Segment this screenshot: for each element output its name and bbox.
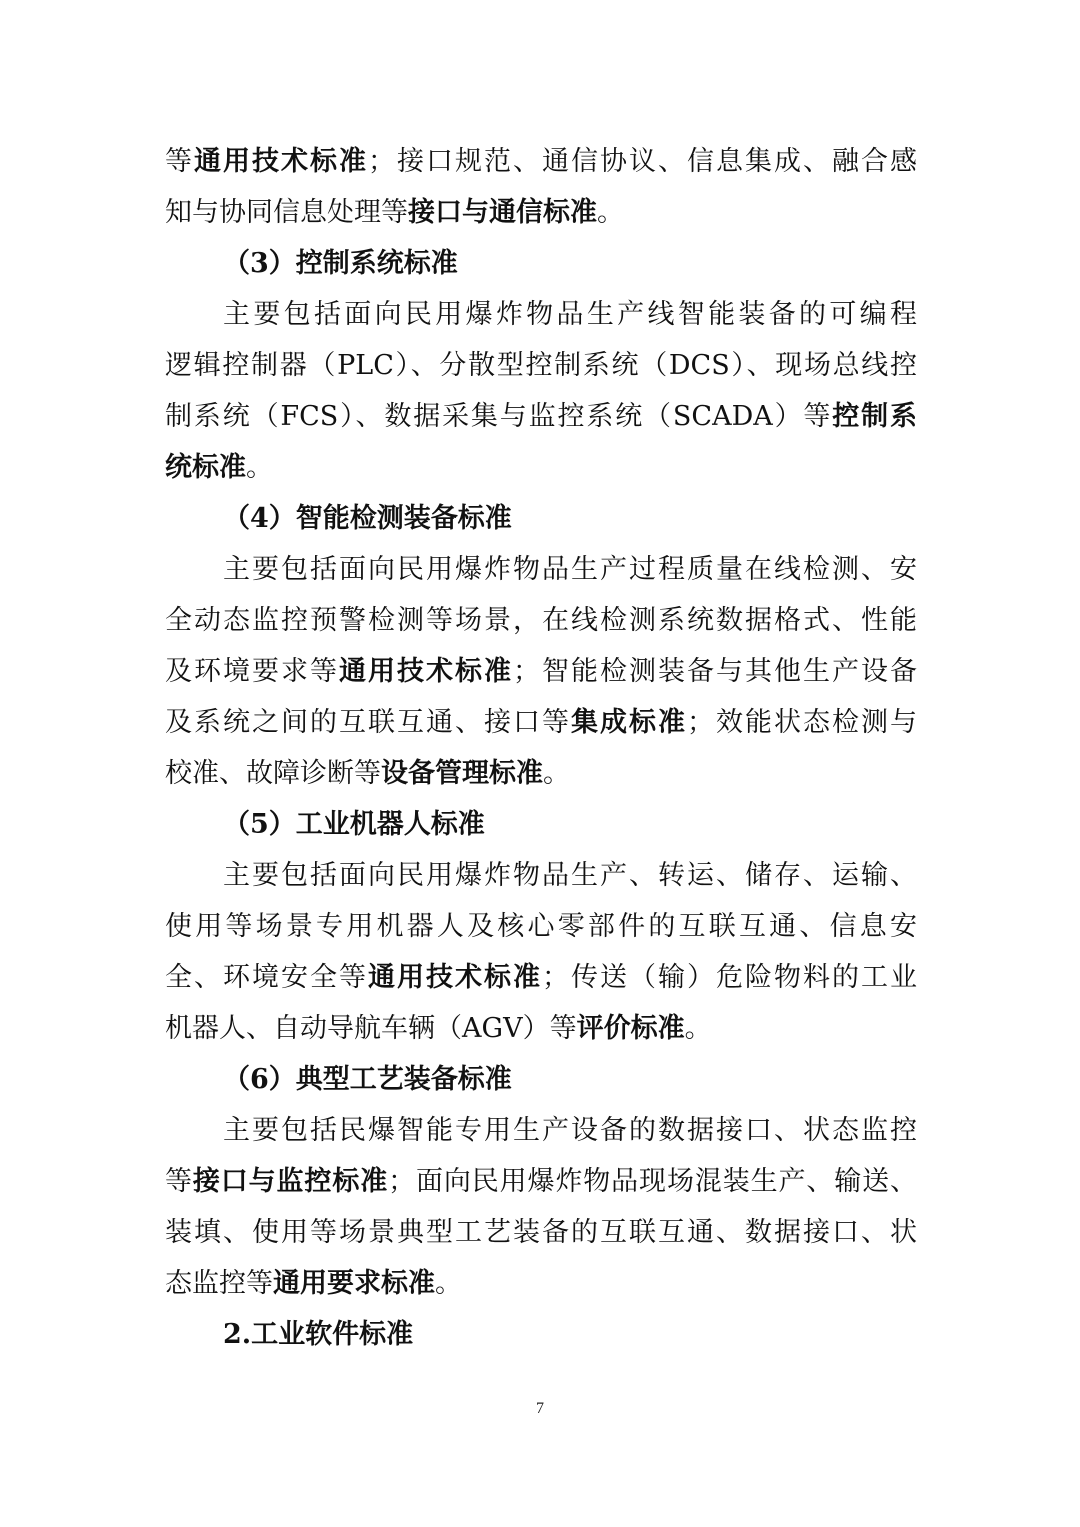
bold-text: 通用技术标准 (339, 656, 513, 687)
text-run: 使用等场景专用机器人及核心零部件的互联互通、信息安 (165, 911, 917, 942)
text-run: 主要包括面向民用爆炸物品生产、转运、储存、运输、 (223, 860, 917, 891)
section-heading (165, 238, 917, 289)
text-run: 知与协同信息处理等 (165, 197, 408, 228)
paragraph-line (165, 340, 917, 391)
bold-text: （3）控制系统标准 (223, 248, 458, 279)
paragraph-line (165, 544, 917, 595)
text-run: ；面向民用爆炸物品现场混装生产、输送、 (388, 1166, 918, 1197)
paragraph-line (165, 1207, 917, 1258)
bold-text: 2.工业软件标准 (223, 1319, 414, 1350)
text-run: ；接口规范、通信协议、信息集成、融合感 (368, 146, 917, 177)
section-heading (165, 1309, 917, 1360)
text-run: 及环境要求等 (165, 656, 339, 687)
paragraph-line (165, 136, 917, 187)
text-run: 态监控等 (165, 1268, 273, 1299)
text-run: 等 (165, 146, 194, 177)
text-run: 制系统（FCS）、数据采集与监控系统（SCADA）等 (165, 401, 833, 432)
paragraph-line (165, 289, 917, 340)
text-run: 等 (165, 1166, 193, 1197)
text-run: 全动态监控预警检测等场景，在线检测系统数据格式、性能 (165, 605, 917, 636)
text-run: 逻辑控制器（PLC）、分散型控制系统（DCS）、现场总线控 (165, 350, 917, 381)
text-run: ；传送（输）危险物料的工业 (542, 962, 917, 993)
text-run: 装填、使用等场景典型工艺装备的互联互通、数据接口、状 (165, 1217, 917, 1248)
bold-text: 评价标准 (576, 1013, 685, 1044)
paragraph-line (165, 748, 917, 799)
bold-text: 集成标准 (571, 707, 687, 738)
bold-text: 设备管理标准 (381, 758, 543, 789)
bold-text: 控制系 (832, 401, 917, 432)
paragraph-line (165, 1258, 917, 1309)
text-run: 。 (543, 758, 570, 789)
document-body (165, 136, 917, 1360)
bold-text: 通用要求标准 (273, 1268, 435, 1299)
paragraph-line (165, 187, 917, 238)
bold-text: （5）工业机器人标准 (223, 809, 485, 840)
bold-text: 通用技术标准 (194, 146, 368, 177)
paragraph-line (165, 1156, 917, 1207)
paragraph-line (165, 952, 917, 1003)
bold-text: （4）智能检测装备标准 (223, 503, 512, 534)
text-run: 及系统之间的互联互通、接口等 (165, 707, 571, 738)
text-run: 主要包括面向民用爆炸物品生产过程质量在线检测、安 (223, 554, 917, 585)
paragraph-line (165, 595, 917, 646)
text-run: 。 (597, 197, 624, 228)
paragraph-line (165, 697, 917, 748)
paragraph-line (165, 442, 917, 493)
text-run: 机器人、自动导航车辆（AGV）等 (165, 1013, 577, 1044)
bold-text: 统标准 (165, 452, 246, 483)
paragraph-line (165, 1003, 917, 1054)
text-run: ；效能状态检测与 (687, 707, 917, 738)
text-run: 。 (435, 1268, 462, 1299)
bold-text: 接口与监控标准 (192, 1166, 389, 1197)
paragraph-line (165, 901, 917, 952)
bold-text: 接口与通信标准 (408, 197, 597, 228)
text-run: 全、环境安全等 (165, 962, 368, 993)
text-run: 。 (684, 1013, 712, 1044)
paragraph-line (165, 646, 917, 697)
text-run: 主要包括民爆智能专用生产设备的数据接口、状态监控 (223, 1115, 917, 1146)
section-heading (165, 1054, 917, 1105)
text-run: 主要包括面向民用爆炸物品生产线智能装备的可编程 (223, 299, 917, 330)
page-number: 7 (536, 1400, 544, 1417)
section-heading (165, 799, 917, 850)
text-run: 校准、故障诊断等 (165, 758, 381, 789)
paragraph-line (165, 850, 917, 901)
bold-text: （6）典型工艺装备标准 (223, 1064, 512, 1095)
text-run: ；智能检测装备与其他生产设备 (513, 656, 917, 687)
bold-text: 通用技术标准 (368, 962, 542, 993)
paragraph-line (165, 1105, 917, 1156)
section-heading (165, 493, 917, 544)
text-run: 。 (246, 452, 273, 483)
paragraph-line (165, 391, 917, 442)
